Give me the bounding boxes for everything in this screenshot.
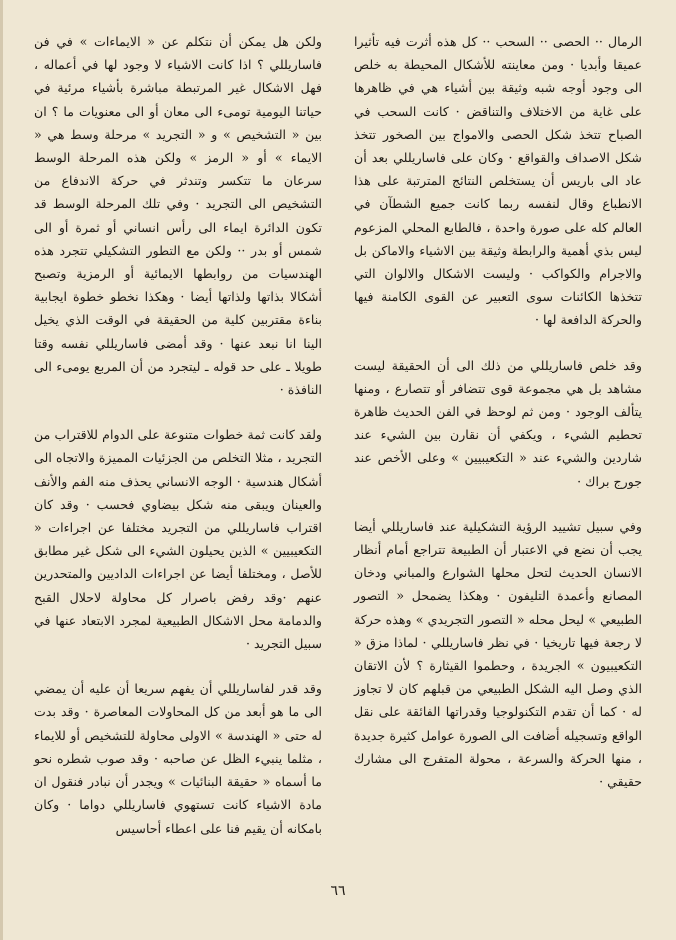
page-spine-shadow — [0, 0, 3, 940]
right-paragraph-2: وقد خلص فاساريللي من ذلك الى أن الحقيقة ليست مشاهد بل هي مجموعة قوى تتضافر أو تتصارع ، ومنها يتألف الوجود · ومن ثم لوحظ في الفن الحديث ظاهرة تحطيم الشيء ، ويكفي أن نقارن بين الشيء عند شاردين والشيء عند « التكعيبيين » وعلى الأخص عند جورج براك · — [354, 357, 642, 489]
text-columns — [34, 30, 642, 840]
right-paragraph-1: الرمال ·· الحصى ·· السحب ·· كل هذه أثرت فيه تأثيرا عميقا وأبديا · ومن معاينته للأشكال المحيطة به خلص الى وجود أوجه شبه وثيقة بين أشياء هي في ظاهرها على غاية من الاختلاف والتناقض · كانت السحب في الصباح تتخذ شكل الحصى والامواج بين الصخور تتخذ شكل الاصداف والقواقع · وكان على فاساريللي بعد أن عاد الى باريس أن يستخلص النتائج المترتبة على هذا الانطباع وقال لنفسه ربما كانت جميع الشطآن في العالم كله على صورة واحدة ، فالطابع المحلي المزعوم ليس بذي أهمية والرابطة وثيقة بين الاشياء والاماكن بل والاجرام والكواكب · وليست الاشكال والالوان التي تتخذها الكائنات سوى التعبير عن القوى الكامنة فيها والحركة الدافعة لها · — [354, 34, 642, 328]
left-paragraph-1: ولكن هل يمكن أن نتكلم عن « الايماءات » في فن فاساريللي ؟ اذا كانت الاشياء لا وجود لها في أعماله ، فهل الاشكال غير المرتبطة مباشرة بأشياء مرئية في حياتنا اليومية تومىء الى معان أو الى معنويات ما ؟ ان بين « التشخيص » و « التجريد » مرحلة وسط هي « الايماء » أو « الرمز » ولكن هذه المرحلة الوسط سرعان ما تتكسر وتندثر في حركة الاندفاع من التشخيص الى التجريد · وفي تلك المرحلة الوسط قد تكون الدائرة ايماء الى رأس انساني أو ثمرة أو الى شمس أو بدر ·· ولكن مع التطور التشكيلي تتجرد هذه الهندسيات من روابطها الايمائية أو الرمزية وتصبح أشكالا بذاتها ولذاتها أيضا · وهكذا نخطو خطوة ايجابية بناءة مقتربين كلية من الحقيقة في الوقت الذي يخيل الينا انا نبعد عنها · وقد أمضى فاساريللي نفسه وقتا طويلا ـ على حد قوله ـ ليتجرد من أن المربع يومىء الى النافذة · — [34, 34, 322, 398]
right-paragraph-3: وفي سبيل تشييد الرؤية التشكيلية عند فاساريللي أيضا يجب أن نضع في الاعتبار أن الطبيعة تتراجع أمام أنظار الانسان الحديث لتحل محلها الشوارع والمباني ودخان المصانع وأعمدة التليفون · وهكذا يضمحل « التصور الطبيعي » ليحل محله « التصور التجريدي » وهذه حركة لا رجعة فيها تاريخيا · في نظر فاساريللي · لماذا مزق « التكعيبيون » الجريدة ، وحطموا القيثارة ؟ لأن الاتقان الذي وصل اليه الشكل الطبيعي من قبلهم كان لا تجاوز له · كما أن تقدم التكنولوجيا وقدراتها الفائقة على نقل الواقع وتسجيله أضافت الى الصورة عوامل كثيرة جديدة ، منها الحركة والسرعة ، محولة المتفرج الى مشارك حقيقي · — [354, 518, 642, 790]
left-column — [34, 30, 322, 840]
right-column — [354, 30, 642, 840]
left-paragraph-2: ولقد كانت ثمة خطوات متنوعة على الدوام للاقتراب من التجريد ، مثلا التخلص من الجزئيات المميزة والاتجاه الى أشكال هندسية · الوجه الانساني يحذف منه الفم والأنف والعينان ويبقى منه شكل بيضاوي فحسب · وقد كان اقتراب فاساريللي من التجريد مختلفا عن اجراءات « التكعيبيين » الذين يحيلون الشيء الى شكل غير مطابق للأصل ، ومختلفا أيضا عن اجراءات الداديين والمتحدرين عنهم ·وقد رفض باصرار كل محاولة لاحلال القبح والدمامة محل الاشكال الطبيعية لمجرد الابتعاد عنها في سبيل التجريد · — [34, 427, 322, 652]
left-paragraph-3: وقد قدر لفاساريللي أن يفهم سريعا أن عليه أن يمضي الى ما هو أبعد من كل المحاولات المعاصرة · وقد بدت له حتى « الهندسة » الاولى محاولة للتشخيص أو للايماء ، مثلما ينبيء الظل عن صاحبه · وقد صوب شطره نحو ما أسماه « حقيقة البنائيات » ويجدر أن نبادر فنقول ان مادة الاشياء كانت تستهوي فاساريللي دواما · وكان بامكانه أن يقيم فنا على اعطاء أحاسيس — [34, 681, 322, 836]
page-number: ٦٦ — [330, 883, 346, 899]
